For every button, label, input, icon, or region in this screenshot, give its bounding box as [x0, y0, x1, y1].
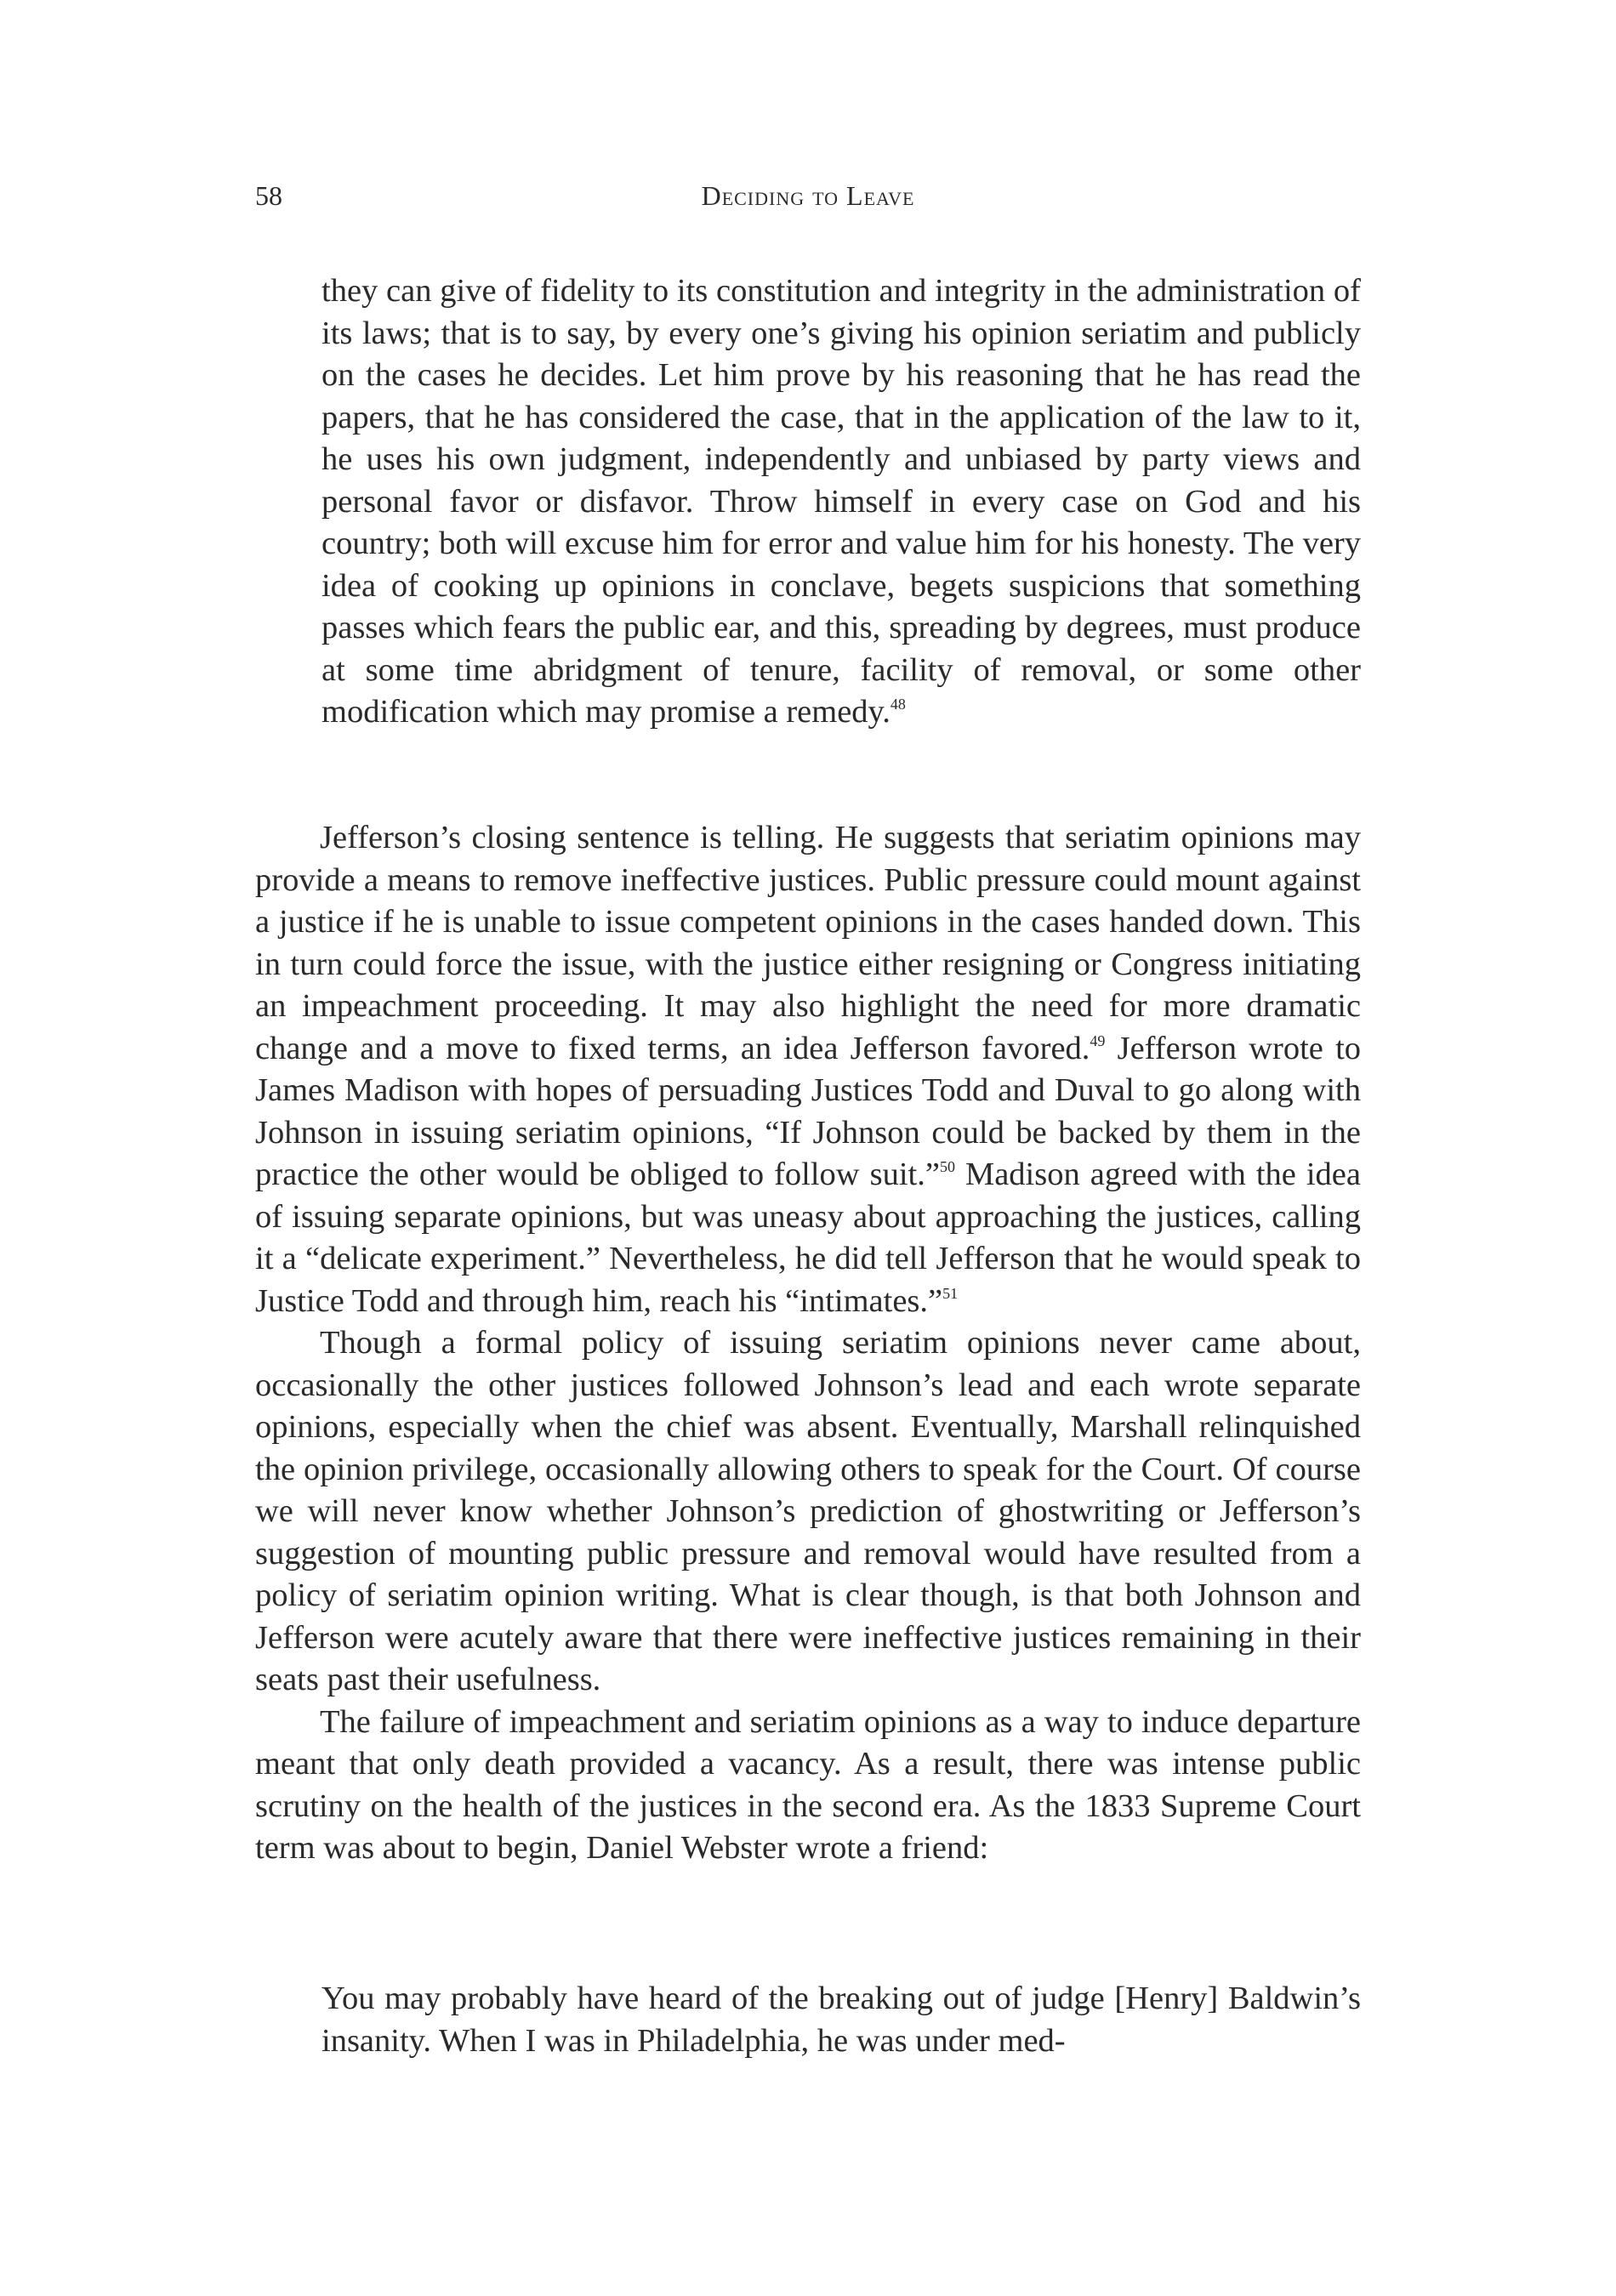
footnote-ref-48: 48	[890, 696, 906, 713]
footnote-ref-50: 50	[939, 1158, 955, 1175]
running-head-title: Deciding to Leave	[701, 180, 915, 211]
paragraph-text: Madison agreed with the idea of issuing separate opinions, but was uneasy about approaching the justices, calling it a “delicate experiment.” Nevertheless, he did tell Jefferson that he would speak to Justice Todd and through him, reach his “intimates.”	[255, 1157, 1361, 1319]
block-quote-jefferson	[255, 270, 1361, 734]
footnote-ref-49: 49	[1090, 1031, 1106, 1049]
footnote-ref-51: 51	[942, 1284, 959, 1302]
block-quote-webster	[255, 1978, 1361, 2062]
block-quote-body: they can give of fidelity to its constitution and integrity in the administration of its laws; that is to say, by every one’s giving his opinion seriatim and publicly on the cases he decides. Let him prove by his reasoning that he has read the papers, that he has considered the case, that in the application of the law to it, he uses his own judgment, independently and unbiased by party views and personal favor or disfavor. Throw himself in every case on God and his country; both will excuse him for error and value him for his honesty. The very idea of cooking up opinions in conclave, begets suspicions that something passes which fears the public ear, and this, spreading by degrees, must produce at some time abridgment of tenure, facility of removal, or some other modification which may promise a remedy.	[321, 273, 1361, 730]
running-header	[255, 174, 1361, 217]
paragraph-impeachment-failure: The failure of impeachment and seriatim opinions as a way to induce departure meant that only death provided a vacancy. As a result, there was intense public scrutiny on the health of the justices in the second era. As the 1833 Supreme Court term was about to begin, Daniel Webster wrote a friend:	[255, 1703, 1361, 1866]
block-quote-text: You may probably have heard of the breaking out of judge [Henry] Baldwin’s insanity. When I was in Philadelphia, he was under med-	[321, 1981, 1361, 2059]
body-text	[255, 817, 1361, 1870]
page-number: 58	[255, 180, 282, 211]
paragraph-text: Jefferson wrote to James Madison with hopes of persuading Justices Todd and Duval to go along with Johnson in issuing seriatim opinions, “If Johnson could be backed by them in the practice the other would be obliged to follow suit.”	[255, 1030, 1362, 1192]
block-quote-text	[321, 270, 1361, 734]
paragraph-jefferson-closing	[255, 817, 1361, 1322]
paragraph-seriatim-policy: Though a formal policy of issuing seriatim opinions never came about, occasionally the other justices followed Johnson’s lead and each wrote separate opinions, especially when the chief was absent. Eventually, Marshall relinquished the opinion privilege, occasionally allowing others to speak for the Court. Of course we will never know whether Johnson’s prediction of ghostwriting or Jefferson’s suggestion of mounting public pressure and removal would have resulted from a policy of seriatim opinion writing. What is clear though, is that both Johnson and Jefferson were acutely aware that there were ineffective justices remaining in their seats past their usefulness.	[255, 1325, 1361, 1697]
paragraph-text: Jefferson’s closing sentence is telling. He suggests that seriatim opinions may provide a means to remove ineffective justices. Public pressure could mount against a justice if he is unable to issue competent opinions in the cases handed down. This in turn could force the issue, with the justice either resigning or Congress initiating an impeachment proceeding. It may also highlight the need for more dramatic change and a move to fixed terms, an idea Jefferson favored.	[255, 820, 1361, 1066]
